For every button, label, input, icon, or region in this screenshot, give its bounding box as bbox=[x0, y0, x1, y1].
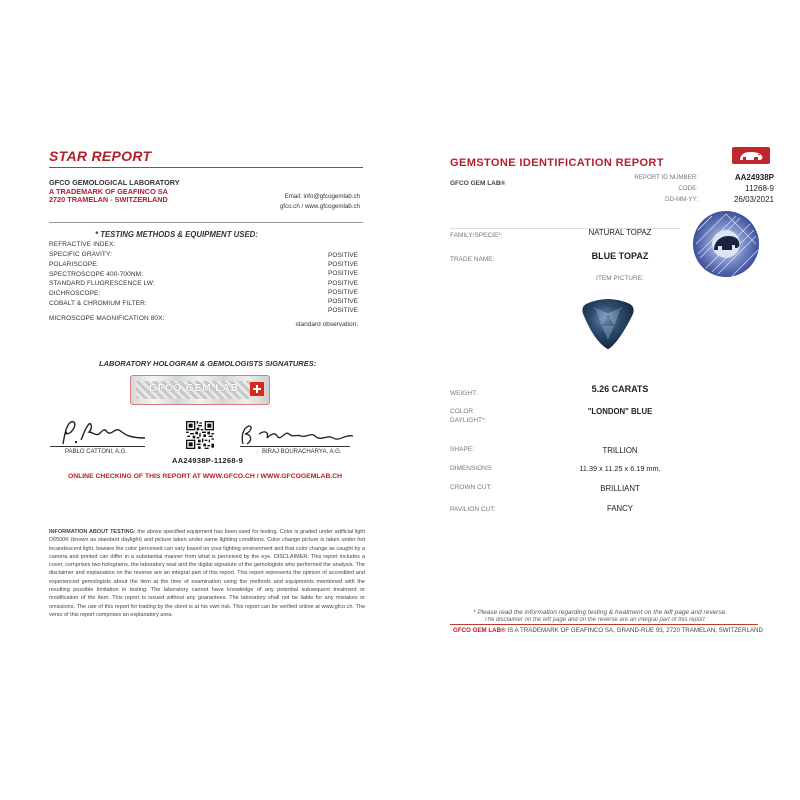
footer-divider bbox=[450, 624, 758, 625]
test-value: POSITIVE bbox=[328, 252, 358, 259]
color-value: "LONDON" BLUE bbox=[587, 407, 653, 416]
footnote-line-1: * Please read the information regarding testing & treatment on the left page and reverse. bbox=[473, 609, 728, 616]
lab-address: 2720 TRAMELAN - SWITZERLAND bbox=[49, 195, 168, 204]
test-label: STANDARD FLUORESCENCE LW: bbox=[49, 280, 155, 287]
signer-1-name: PABLO CATTONI, A.G. bbox=[65, 449, 128, 455]
methods-title: * TESTING METHODS & EQUIPMENT USED: bbox=[95, 230, 258, 239]
test-value: POSITIVE bbox=[328, 298, 358, 305]
swiss-flag-icon bbox=[250, 382, 264, 396]
footnote-line-2 bbox=[484, 618, 705, 624]
report-id-label: REPORT ID NUMBER: bbox=[634, 174, 698, 181]
gfco-logo bbox=[732, 147, 770, 164]
logo-animal-icon bbox=[732, 147, 770, 164]
title-divider bbox=[49, 167, 363, 168]
test-label: DICHROSCOPE: bbox=[49, 290, 101, 297]
family-value: NATURAL TOPAZ bbox=[588, 228, 652, 237]
info-lead: INFORMATION ABOUT TESTING: bbox=[49, 529, 136, 535]
pavilion-cut-label: PAVILION CUT: bbox=[450, 506, 496, 513]
hologram-text: GFCO GEM LAB bbox=[149, 383, 239, 394]
test-value: standard observation; bbox=[295, 321, 358, 328]
footnote bbox=[473, 609, 727, 616]
shape-label: SHAPE: bbox=[450, 446, 474, 453]
lab-web: gfco.ch / www.gfcogemlab.ch bbox=[279, 203, 360, 210]
pavilion-cut-value: FANCY bbox=[607, 504, 633, 513]
right-page bbox=[400, 0, 800, 800]
test-value: POSITIVE bbox=[328, 289, 358, 296]
footer bbox=[453, 627, 763, 634]
dimensions-value: 11.39 x 11.25 x 6.19 mm. bbox=[579, 464, 661, 473]
weight-label: WEIGHT: bbox=[450, 390, 478, 397]
shape-value: TRILLION bbox=[602, 446, 638, 455]
code-value: 11268-9 bbox=[745, 184, 774, 193]
test-value: POSITIVE bbox=[328, 280, 358, 287]
lab-contact bbox=[272, 192, 360, 212]
test-label: MICROSCOPE MAGNIFICATION 80X: bbox=[49, 315, 165, 322]
crown-cut-label: CROWN CUT: bbox=[450, 484, 492, 491]
lab-email: Email: info@gfcogemlab.ch bbox=[284, 193, 360, 200]
family-label: FAMILY/SPECIE*: bbox=[450, 232, 503, 239]
test-label: REFRACTIVE INDEX: bbox=[49, 241, 116, 248]
footer-text: IS A TRADEMARK OF GEAFINCO SA, GRAND-RUE 93, 2720 TRAMELAN, SWITZERLAND bbox=[505, 627, 763, 634]
test-value: POSITIVE bbox=[328, 270, 358, 277]
trade-name-value: BLUE TOPAZ bbox=[591, 251, 649, 261]
weight-value: 5.26 CARATS bbox=[591, 384, 649, 394]
gemstone-report-title: GEMSTONE IDENTIFICATION REPORT bbox=[450, 157, 664, 169]
header-divider bbox=[49, 222, 363, 223]
test-label: SPECIFIC GRAVITY: bbox=[49, 251, 112, 258]
dimensions-label: DIMENSIONS: bbox=[450, 465, 493, 472]
date-label: DD-MM-YY: bbox=[665, 196, 698, 203]
report-id-value: AA24938P bbox=[734, 173, 774, 182]
test-value: POSITIVE bbox=[328, 307, 358, 314]
crown-cut-value: BRILLIANT bbox=[600, 484, 640, 493]
footer-brand: GFCO GEM LAB® bbox=[453, 627, 506, 634]
color-label: COLOR bbox=[450, 408, 474, 415]
daylight-label: DAYLIGHT*: bbox=[450, 417, 487, 424]
lab-trademark: A TRADEMARK OF GEAFINCO SA bbox=[49, 186, 168, 196]
signature-line-1 bbox=[50, 446, 145, 447]
hologram bbox=[130, 375, 270, 405]
hologram-pattern bbox=[136, 381, 252, 399]
signer-2-name: BIRAJ BOURACHARYA, A.G. bbox=[262, 449, 342, 455]
hologram-seal bbox=[692, 210, 760, 278]
test-label: SPECTROSCOPE 400-700NM: bbox=[49, 271, 144, 278]
report-reference: AA24938P-11268-9 bbox=[172, 456, 244, 465]
qr-code-icon[interactable] bbox=[186, 421, 214, 449]
signatures-title: LABORATORY HOLOGRAM & GEMOLOGISTS SIGNATURES: bbox=[99, 359, 317, 368]
test-label: POLARISCOPE: bbox=[49, 261, 99, 268]
info-text: the above specified equipment has been used for testing. Color is graded under artificial light D6500K (known as standard daylight) and picture taken under same lighting conditions. Color change picture is taken under hot incandescent light, beware the color perceived can vary based on your lighting environment and that color change as caught by a camera and printed can differ in a substantial manner from what is perceived by the eye. DISCLAIMER: This report includes a cover, comprises two holograms, the laboratory seal and the digital signature of the gemologists who performed the analysis. The disclaimer and explanation on the reverse are an integral part of this report. This report represents the opinion of accredited and experienced gemologists about the item at the time of examination using the methods and equipments mentioned with the resulting possible limitation in testing. The laboratory cannot have knowledge of any potential subsequent treatment or modification of the item. This report is issued without any guarantees. The laboratory shall not be liable for any mistakes or omissions. The use of this report for trading by the client is at his own risk. This report can be verified online at www.gfco.ch. The verso of this report comprises an explanatory area. bbox=[49, 529, 365, 618]
test-label: COBALT & CHROMIUM FILTER: bbox=[49, 300, 147, 307]
lab-address-block bbox=[49, 179, 180, 205]
lab-name: GFCO GEMOLOGICAL LABORATORY bbox=[49, 178, 180, 187]
footnote-2-text: The disclaimer on the left page and on the reverse are an integral part of this report bbox=[484, 617, 705, 623]
item-picture-label: ITEM PICTURE: bbox=[596, 275, 644, 282]
online-check-link[interactable]: ONLINE CHECKING OF THIS REPORT AT WWW.GFCO.CH / WWW.GFCOGEMLAB.CH bbox=[67, 473, 343, 480]
gem-picture bbox=[580, 296, 636, 350]
date-value: 26/03/2021 bbox=[733, 195, 774, 204]
trade-name-label: TRADE NAME: bbox=[450, 256, 495, 263]
signature-1 bbox=[55, 418, 155, 448]
test-value: POSITIVE bbox=[328, 261, 358, 268]
signature-line-2 bbox=[240, 446, 350, 447]
info-paragraph bbox=[49, 528, 365, 619]
star-report-title: STAR REPORT bbox=[49, 148, 152, 164]
gfco-subtitle: GFCO GEM LAB® bbox=[450, 180, 506, 187]
code-label: CODE: bbox=[678, 185, 698, 192]
